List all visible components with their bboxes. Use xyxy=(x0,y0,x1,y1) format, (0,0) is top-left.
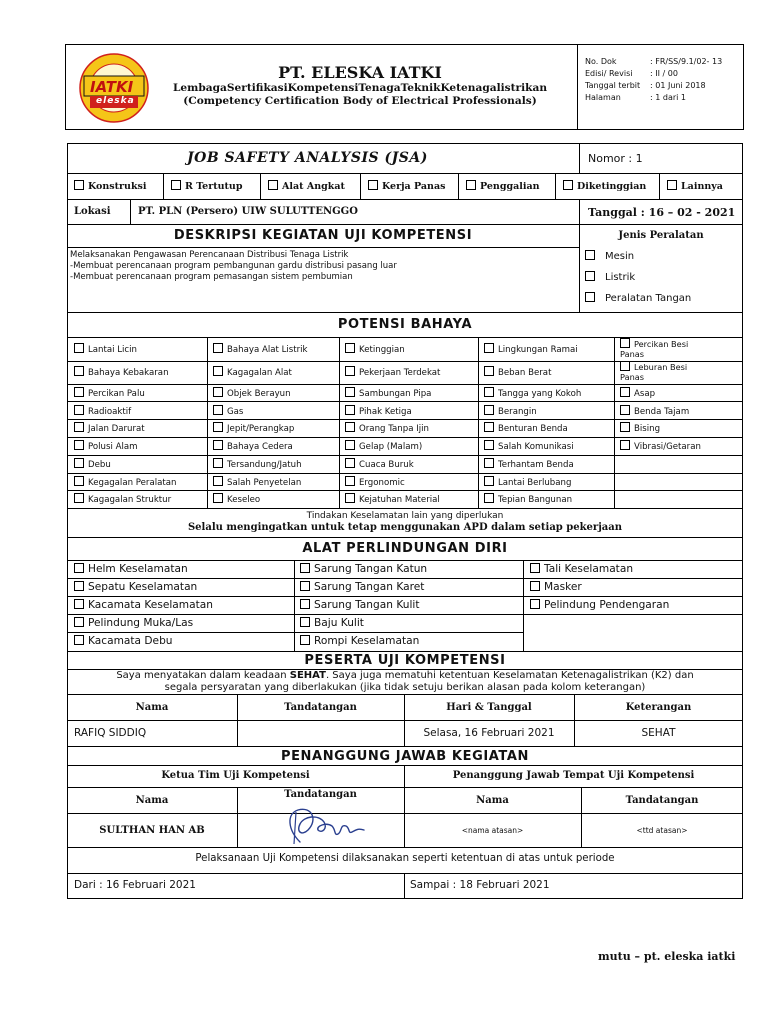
footer-text: mutu – pt. eleska iatki xyxy=(598,950,736,963)
checkbox-icon[interactable] xyxy=(213,387,223,397)
header-divider xyxy=(577,44,578,130)
peserta-signature-field[interactable] xyxy=(238,721,403,745)
checkbox-icon[interactable] xyxy=(585,250,595,260)
penanggung-title: PENANGGUNG JAWAB KEGIATAN xyxy=(280,749,530,764)
checkbox-icon[interactable] xyxy=(213,493,223,503)
hazard-option[interactable]: Cuaca Buruk xyxy=(345,458,414,470)
doc-info-label: Halaman xyxy=(585,93,621,102)
apd-option[interactable]: Sarung Tangan Karet xyxy=(300,581,424,593)
checkbox-icon[interactable] xyxy=(213,458,223,468)
periode-sampai[interactable]: Sampai : 18 Februari 2021 xyxy=(410,879,550,891)
checkbox-icon[interactable] xyxy=(345,366,355,376)
checkbox-icon[interactable] xyxy=(620,440,630,450)
apd-option[interactable]: Sarung Tangan Katun xyxy=(300,563,427,575)
hazard-option[interactable]: Salah Komunikasi xyxy=(484,440,574,452)
checkbox-icon[interactable] xyxy=(74,599,84,609)
checkbox-icon[interactable] xyxy=(74,581,84,591)
checkbox-icon[interactable] xyxy=(74,405,84,415)
checkbox-icon[interactable] xyxy=(213,405,223,415)
apd-option[interactable]: Pelindung Pendengaran xyxy=(530,599,669,611)
hazard-option[interactable]: Orang Tanpa Ijin xyxy=(345,422,429,434)
hazard-option[interactable]: Ketinggian xyxy=(345,343,405,355)
apd-option[interactable]: Rompi Keselamatan xyxy=(300,635,419,647)
jenis-title: Jenis Peralatan xyxy=(618,230,704,241)
safety-note: Tindakan Keselamatan lain yang diperlukan xyxy=(306,511,504,521)
hazard-option[interactable]: Sambungan Pipa xyxy=(345,387,431,399)
work-type-option[interactable]: Konstruksi xyxy=(74,180,146,192)
hazard-option[interactable]: Bahaya Alat Listrik xyxy=(213,343,308,355)
checkbox-icon[interactable] xyxy=(620,405,630,415)
hazard-option[interactable]: Salah Penyetelan xyxy=(213,476,301,488)
col-header-nama: Nama xyxy=(135,795,169,806)
deskripsi-title: DESKRIPSI KEGIATAN UJI KOMPETENSI xyxy=(173,228,473,243)
hazard-option[interactable]: Gelap (Malam) xyxy=(345,440,422,452)
col-header-nama: Nama xyxy=(476,795,509,806)
jenis-option[interactable]: Peralatan Tangan xyxy=(585,292,691,304)
checkbox-icon[interactable] xyxy=(620,422,630,432)
hazard-option[interactable]: Kegagalan Peralatan xyxy=(74,476,176,488)
hazard-option[interactable]: Beban Berat xyxy=(484,366,551,378)
checkbox-icon[interactable] xyxy=(345,458,355,468)
work-type-option[interactable]: Diketinggian xyxy=(563,180,646,192)
checkbox-icon[interactable] xyxy=(484,476,494,486)
hazard-option[interactable]: Kejatuhan Material xyxy=(345,493,440,505)
apd-option[interactable]: Baju Kulit xyxy=(300,617,364,629)
checkbox-icon[interactable] xyxy=(300,617,310,627)
checkbox-icon[interactable] xyxy=(300,599,310,609)
work-type-option[interactable]: Alat Angkat xyxy=(268,180,345,192)
lokasi-label: Lokasi xyxy=(74,206,111,217)
hazard-option[interactable]: Terhantam Benda xyxy=(484,458,574,470)
hazard-option-wrap: Panas xyxy=(620,349,645,359)
hazard-option[interactable]: Bising xyxy=(620,422,660,434)
hazard-option[interactable]: Benturan Benda xyxy=(484,422,568,434)
doc-info-label: No. Dok xyxy=(585,57,617,66)
checkbox-icon[interactable] xyxy=(171,180,181,190)
checkbox-icon[interactable] xyxy=(74,635,84,645)
doc-info-value: : II / 00 xyxy=(650,69,678,78)
apd-option[interactable]: Sepatu Keselamatan xyxy=(74,581,197,593)
checkbox-icon[interactable] xyxy=(368,180,378,190)
nomor-field[interactable]: Nomor : 1 xyxy=(588,152,643,165)
ketua-title: Ketua Tim Uji Kompetensi xyxy=(161,770,310,781)
col-header-ttd: Tandatangan xyxy=(625,795,699,806)
peserta-tanggal: Selasa, 16 Februari 2021 xyxy=(423,727,555,739)
checkbox-icon[interactable] xyxy=(268,180,278,190)
peserta-nama: RAFIQ SIDDIQ xyxy=(74,727,147,739)
checkbox-icon[interactable] xyxy=(530,563,540,573)
checkbox-icon[interactable] xyxy=(484,343,494,353)
deskripsi-line: -Membuat perencanaan program pemasangan sistem pembumian xyxy=(70,272,353,282)
checkbox-icon[interactable] xyxy=(74,617,84,627)
hazard-option[interactable]: Bahaya Kebakaran xyxy=(74,366,169,378)
hazard-option[interactable]: Benda Tajam xyxy=(620,405,689,417)
work-type-option[interactable]: Lainnya xyxy=(667,180,723,192)
apd-option[interactable]: Tali Keselamatan xyxy=(530,563,633,575)
peserta-title: PESERTA UJI KOMPETENSI xyxy=(304,653,506,668)
atasan-nama[interactable]: <nama atasan> xyxy=(461,826,524,835)
checkbox-icon[interactable] xyxy=(345,343,355,353)
logo-text-sub: eleska xyxy=(96,96,135,106)
doc-info-value: : 01 Juni 2018 xyxy=(650,81,706,90)
hazard-option[interactable]: Leburan Besi xyxy=(620,361,687,372)
company-name: PT. ELESKA IATKI xyxy=(278,63,442,82)
checkbox-icon[interactable] xyxy=(620,338,630,348)
hazard-option[interactable]: Vibrasi/Getaran xyxy=(620,440,701,452)
periode-text: Pelaksanaan Uji Kompetensi dilaksanakan seperti ketentuan di atas untuk periode xyxy=(195,853,615,864)
hazard-option[interactable]: Kagagalan Struktur xyxy=(74,493,171,505)
checkbox-icon[interactable] xyxy=(530,581,540,591)
checkbox-icon[interactable] xyxy=(484,440,494,450)
hazard-option[interactable]: Objek Berayun xyxy=(213,387,291,399)
checkbox-icon[interactable] xyxy=(74,387,84,397)
checkbox-icon[interactable] xyxy=(484,422,494,432)
checkbox-icon[interactable] xyxy=(74,440,84,450)
pj-tempat-title: Penanggung Jawab Tempat Uji Kompetensi xyxy=(452,770,695,781)
peserta-statement: Saya menyatakan dalam keadaan SEHAT. Saya juga mematuhi ketentuan Keselamatan Ketenagalistrikan (K2) dan xyxy=(116,670,694,681)
hazard-option[interactable]: Tersandung/Jatuh xyxy=(213,458,302,470)
hazard-option[interactable]: Percikan Palu xyxy=(74,387,145,399)
hazard-option[interactable]: Jepit/Perangkap xyxy=(213,422,294,434)
apd-title: ALAT PERLINDUNGAN DIRI xyxy=(302,541,508,556)
checkbox-icon[interactable] xyxy=(345,493,355,503)
apd-option[interactable]: Masker xyxy=(530,581,582,593)
apd-option[interactable]: Kacamata Keselamatan xyxy=(74,599,213,611)
checkbox-icon[interactable] xyxy=(300,581,310,591)
checkbox-icon[interactable] xyxy=(300,635,310,645)
checkbox-icon[interactable] xyxy=(620,361,630,371)
potensi-title: POTENSI BAHAYA xyxy=(337,317,473,332)
hazard-option[interactable]: Percikan Besi xyxy=(620,338,688,349)
checkbox-icon[interactable] xyxy=(345,405,355,415)
checkbox-icon[interactable] xyxy=(345,387,355,397)
checkbox-icon[interactable] xyxy=(345,440,355,450)
atasan-ttd[interactable]: <ttd atasan> xyxy=(636,826,688,835)
hazard-option[interactable]: Jalan Darurat xyxy=(74,422,145,434)
doc-info-value: : FR/SS/9.1/02- 13 xyxy=(650,57,723,66)
hazard-option-wrap: Panas xyxy=(620,372,645,382)
checkbox-icon[interactable] xyxy=(74,422,84,432)
work-type-option[interactable]: R Tertutup xyxy=(171,180,242,192)
checkbox-icon[interactable] xyxy=(74,563,84,573)
apd-option[interactable]: Pelindung Muka/Las xyxy=(74,617,193,629)
tanggal-field[interactable]: Tanggal : 16 – 02 - 2021 xyxy=(588,206,736,219)
checkbox-icon[interactable] xyxy=(74,343,84,353)
col-header-ttd: Tandatangan xyxy=(284,789,357,800)
checkbox-icon[interactable] xyxy=(484,405,494,415)
checkbox-icon[interactable] xyxy=(74,366,84,376)
checkbox-icon[interactable] xyxy=(585,271,595,281)
company-logo xyxy=(78,52,150,124)
hazard-option[interactable]: Lantai Licin xyxy=(74,343,137,355)
ketua-nama: SULTHAN HAN AB xyxy=(99,825,205,836)
checkbox-icon[interactable] xyxy=(74,180,84,190)
hazard-option[interactable]: Bahaya Cedera xyxy=(213,440,293,452)
work-type-option[interactable]: Kerja Panas xyxy=(368,180,445,192)
checkbox-icon[interactable] xyxy=(484,493,494,503)
jsa-title: JOB SAFETY ANALYSIS (JSA) xyxy=(187,150,428,166)
hazard-option[interactable]: Gas xyxy=(213,405,243,417)
hazard-option[interactable]: Lantai Berlubang xyxy=(484,476,571,488)
doc-info-label: Edisi/ Revisi xyxy=(585,69,633,78)
safety-note-bold: Selalu mengingatkan untuk tetap menggunakan APD dalam setiap pekerjaan xyxy=(187,522,623,533)
checkbox-icon[interactable] xyxy=(213,440,223,450)
periode-dari[interactable]: Dari : 16 Februari 2021 xyxy=(74,879,196,891)
peserta-statement-2: segala persyaratan yang diberlakukan (jika tidak setuju berikan alasan pada kolom keterangan) xyxy=(164,682,646,693)
hazard-option[interactable]: Radioaktif xyxy=(74,405,131,417)
deskripsi-line: Melaksanakan Pengawasan Perencanaan Distribusi Tenaga Listrik xyxy=(70,250,349,260)
checkbox-icon[interactable] xyxy=(585,292,595,302)
hazard-option[interactable]: Pihak Ketiga xyxy=(345,405,412,417)
col-header-keterangan: Keterangan xyxy=(625,702,692,713)
checkbox-icon[interactable] xyxy=(484,387,494,397)
checkbox-icon[interactable] xyxy=(563,180,573,190)
checkbox-icon[interactable] xyxy=(345,422,355,432)
checkbox-icon[interactable] xyxy=(484,366,494,376)
col-header-tanggal: Hari & Tanggal xyxy=(446,702,532,713)
hazard-option[interactable]: Lingkungan Ramai xyxy=(484,343,578,355)
hazard-option[interactable]: Kagagalan Alat xyxy=(213,366,292,378)
peserta-keterangan: SEHAT xyxy=(641,727,676,739)
apd-option[interactable]: Helm Keselamatan xyxy=(74,563,188,575)
checkbox-icon[interactable] xyxy=(213,422,223,432)
deskripsi-line: -Membuat perencanaan program pembangunan gardu distribusi pasang luar xyxy=(70,261,397,271)
checkbox-icon[interactable] xyxy=(300,563,310,573)
hazard-option[interactable]: Ergonomic xyxy=(345,476,405,488)
checkbox-icon[interactable] xyxy=(74,493,84,503)
checkbox-icon[interactable] xyxy=(620,387,630,397)
signature-icon xyxy=(278,800,373,850)
checkbox-icon[interactable] xyxy=(74,458,84,468)
company-subtitle: LembagaSertifikasiKompetensiTenagaTeknikKetenagalistrikan xyxy=(172,82,548,94)
ketua-signature xyxy=(278,800,373,850)
hazard-option[interactable]: Tepian Bangunan xyxy=(484,493,572,505)
checkbox-icon[interactable] xyxy=(530,599,540,609)
lokasi-value[interactable]: PT. PLN (Persero) UIW SULUTTENGGO xyxy=(138,206,358,217)
jenis-option[interactable]: Listrik xyxy=(585,271,635,283)
doc-info-value: : 1 dari 1 xyxy=(650,93,686,102)
logo-text-main: IATKI xyxy=(90,78,134,96)
col-header-ttd: Tandatangan xyxy=(284,702,357,713)
hazard-option[interactable]: Debu xyxy=(74,458,111,470)
checkbox-icon[interactable] xyxy=(484,458,494,468)
checkbox-icon[interactable] xyxy=(213,343,223,353)
hazard-option[interactable]: Keseleo xyxy=(213,493,260,505)
hazard-option[interactable]: Polusi Alam xyxy=(74,440,137,452)
checkbox-icon[interactable] xyxy=(345,476,355,486)
hazard-option[interactable]: Pekerjaan Terdekat xyxy=(345,366,440,378)
jenis-option[interactable]: Mesin xyxy=(585,250,634,262)
checkbox-icon[interactable] xyxy=(74,476,84,486)
col-header-nama: Nama xyxy=(135,702,169,713)
checkbox-icon[interactable] xyxy=(667,180,677,190)
company-subtitle-en: (Competency Certification Body of Electrical Professionals) xyxy=(183,95,537,107)
hazard-option[interactable]: Tangga yang Kokoh xyxy=(484,387,581,399)
hazard-option[interactable]: Berangin xyxy=(484,405,537,417)
work-type-option[interactable]: Penggalian xyxy=(466,180,540,192)
apd-option[interactable]: Sarung Tangan Kulit xyxy=(300,599,420,611)
apd-option[interactable]: Kacamata Debu xyxy=(74,635,173,647)
checkbox-icon[interactable] xyxy=(213,476,223,486)
checkbox-icon[interactable] xyxy=(466,180,476,190)
checkbox-icon[interactable] xyxy=(213,366,223,376)
doc-info-label: Tanggal terbit xyxy=(585,81,641,90)
hazard-option[interactable]: Asap xyxy=(620,387,655,399)
